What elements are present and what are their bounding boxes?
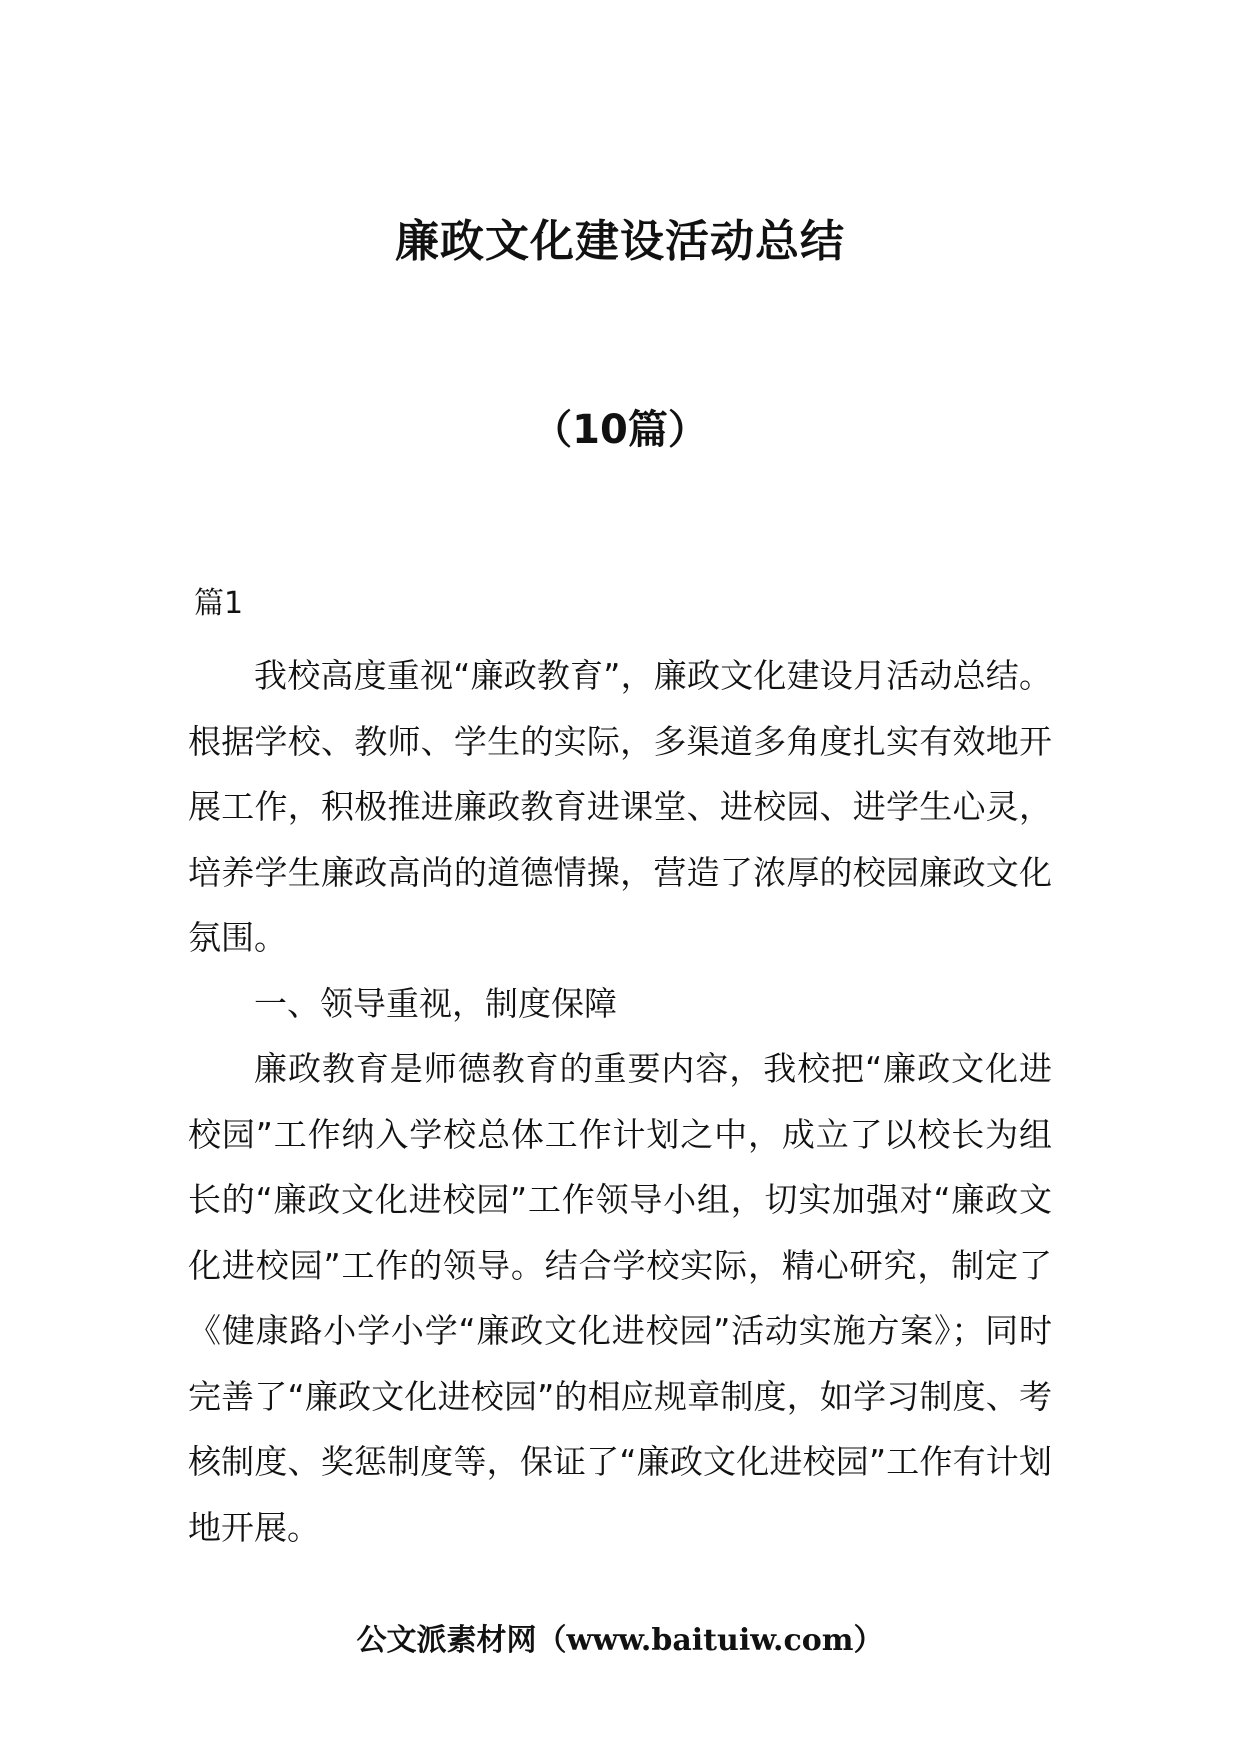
- section-label: 篇1: [194, 586, 244, 621]
- page-footer: 公文派素材网（www.baituiw.com）: [356, 1623, 884, 1658]
- document-body: [188, 578, 1052, 1560]
- document-title: 廉政文化建设活动总结: [395, 216, 845, 267]
- document-subtitle: （10篇）: [532, 407, 708, 453]
- body-paragraph: 廉政教育是师德教育的重要内容，我校把“廉政文化进校园”工作纳入学校总体工作计划之中，成立了以校长为组长的“廉政文化进校园”工作领导小组，切实加强对“廉政文化进校园”工作的领导。结合学校实际，精心研究，制定了《健康路小学小学“廉政文化进校园”活动实施方案》；同时完善了“廉政文化进校园”的相应规章制度，如学习制度、考核制度、奖惩制度等，保证了“廉政文化进校园”工作有计划地开展。: [188, 1049, 1052, 1547]
- section-heading: 一、领导重视，制度保障: [254, 983, 617, 1023]
- intro-paragraph: 我校高度重视“廉政教育”，廉政文化建设月活动总结。根据学校、教师、学生的实际，多渠道多角度扎实有效地开展工作，积极推进廉政教育进课堂、进校园、进学生心灵，培养学生廉政高尚的道德情操，营造了浓厚的校园廉政文化氛围。: [188, 656, 1052, 957]
